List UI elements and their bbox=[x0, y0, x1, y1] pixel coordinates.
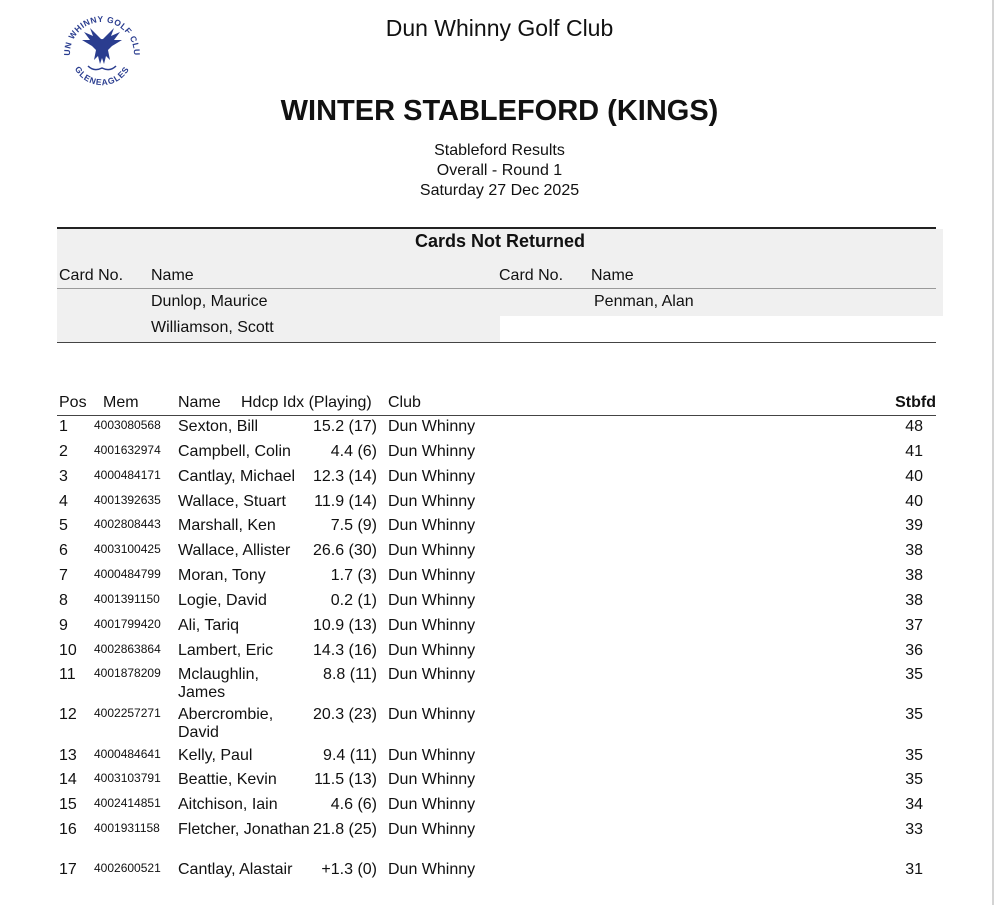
round-label: Overall - Round 1 bbox=[436, 162, 563, 179]
handicap-cell: 15.2 (17) bbox=[312, 418, 377, 435]
player-name-cell: Wallace, Allister bbox=[178, 542, 291, 559]
results-type: Stableford Results bbox=[434, 142, 565, 159]
handicap-cell: 11.5 (13) bbox=[314, 771, 377, 788]
position-cell: 13 bbox=[59, 747, 77, 764]
handicap-cell: 14.3 (16) bbox=[312, 642, 377, 659]
stableford-points-cell: 33 bbox=[905, 821, 923, 838]
stableford-points-cell: 38 bbox=[905, 542, 923, 559]
handicap-cell: 7.5 (9) bbox=[330, 517, 377, 534]
cnr-player: Penman, Alan bbox=[594, 293, 694, 310]
cnr-col-name-left: Name bbox=[151, 267, 194, 284]
position-cell: 9 bbox=[59, 617, 68, 634]
stableford-points-cell: 31 bbox=[905, 861, 923, 878]
player-name-cell: Cantlay, Alastair bbox=[178, 861, 293, 878]
handicap-cell: 21.8 (25) bbox=[312, 821, 377, 838]
page-right-border bbox=[992, 0, 994, 905]
position-cell: 8 bbox=[59, 592, 68, 609]
handicap-cell: +1.3 (0) bbox=[321, 861, 377, 878]
col-club-header: Club bbox=[388, 394, 421, 411]
player-name-cell: Mclaughlin, James bbox=[178, 666, 259, 701]
club-cell: Dun Whinny bbox=[388, 706, 476, 723]
handicap-cell: 20.3 (23) bbox=[312, 706, 377, 723]
member-number-cell: 4003100425 bbox=[94, 542, 161, 556]
cnr-col-name-right: Name bbox=[591, 267, 634, 284]
player-name-cell: Abercrombie, David bbox=[178, 706, 274, 741]
club-cell: Dun Whinny bbox=[388, 418, 476, 435]
stableford-points-cell: 35 bbox=[905, 771, 923, 788]
position-cell: 4 bbox=[59, 493, 68, 510]
position-cell: 2 bbox=[59, 443, 68, 460]
competition-title: WINTER STABLEFORD (KINGS) bbox=[280, 95, 719, 127]
player-name-cell: Cantlay, Michael bbox=[178, 468, 296, 485]
player-name-cell: Campbell, Colin bbox=[178, 443, 291, 460]
stableford-points-cell: 37 bbox=[905, 617, 923, 634]
member-number-cell: 4000484799 bbox=[94, 567, 161, 581]
handicap-cell: 12.3 (14) bbox=[312, 468, 377, 485]
stableford-points-cell: 41 bbox=[905, 443, 923, 460]
position-cell: 5 bbox=[59, 517, 68, 534]
club-name: Dun Whinny Golf Club bbox=[385, 15, 614, 41]
club-cell: Dun Whinny bbox=[388, 592, 476, 609]
member-number-cell: 4002414851 bbox=[94, 796, 161, 810]
member-number-cell: 4001931158 bbox=[94, 821, 160, 835]
player-name-cell: Sexton, Bill bbox=[178, 418, 259, 435]
position-cell: 14 bbox=[59, 771, 77, 788]
club-cell: Dun Whinny bbox=[388, 468, 476, 485]
club-cell: Dun Whinny bbox=[388, 642, 476, 659]
member-number-cell: 4000484641 bbox=[94, 747, 161, 761]
player-name-cell: Moran, Tony bbox=[178, 567, 266, 584]
results-header-rule bbox=[57, 415, 936, 416]
member-number-cell: 4000484171 bbox=[94, 468, 161, 482]
club-cell: Dun Whinny bbox=[388, 666, 476, 683]
member-number-cell: 4001391150 bbox=[94, 592, 160, 606]
player-name-cell: Fletcher, Jonathan bbox=[178, 821, 310, 838]
stableford-points-cell: 35 bbox=[905, 706, 923, 723]
member-number-cell: 4001392635 bbox=[94, 493, 161, 507]
player-name-cell: Beattie, Kevin bbox=[178, 771, 277, 788]
stableford-points-cell: 36 bbox=[905, 642, 923, 659]
position-cell: 7 bbox=[59, 567, 68, 584]
player-name-cell: Aitchison, Iain bbox=[178, 796, 278, 813]
col-name-header: Name bbox=[178, 394, 221, 411]
club-cell: Dun Whinny bbox=[388, 747, 476, 764]
club-cell: Dun Whinny bbox=[388, 567, 476, 584]
player-name-cell: Kelly, Paul bbox=[178, 747, 253, 764]
cnr-bottom-rule bbox=[57, 342, 936, 343]
col-hcp-header: Hdcp Idx (Playing) bbox=[241, 394, 372, 411]
club-cell: Dun Whinny bbox=[388, 821, 476, 838]
club-cell: Dun Whinny bbox=[388, 771, 476, 788]
member-number-cell: 4003080568 bbox=[94, 418, 161, 432]
player-name-cell: Lambert, Eric bbox=[178, 642, 274, 659]
handicap-cell: 8.8 (11) bbox=[323, 666, 377, 683]
position-cell: 17 bbox=[59, 861, 77, 878]
club-cell: Dun Whinny bbox=[388, 617, 476, 634]
stableford-points-cell: 40 bbox=[905, 493, 923, 510]
member-number-cell: 4003103791 bbox=[94, 771, 161, 785]
logo-bottom-text: GLENEAGLES bbox=[72, 64, 132, 88]
stableford-points-cell: 48 bbox=[905, 418, 923, 435]
member-number-cell: 4002600521 bbox=[94, 861, 161, 875]
cnr-col-card-right: Card No. bbox=[499, 267, 564, 284]
member-number-cell: 4002808443 bbox=[94, 517, 161, 531]
club-cell: Dun Whinny bbox=[388, 493, 476, 510]
cnr-title: Cards Not Returned bbox=[414, 231, 585, 251]
club-cell: Dun Whinny bbox=[388, 861, 476, 878]
position-cell: 12 bbox=[59, 706, 77, 723]
handicap-cell: 26.6 (30) bbox=[312, 542, 377, 559]
cnr-top-rule bbox=[57, 227, 936, 229]
club-cell: Dun Whinny bbox=[388, 517, 476, 534]
position-cell: 1 bbox=[59, 418, 68, 435]
stableford-points-cell: 38 bbox=[905, 592, 923, 609]
handicap-cell: 1.7 (3) bbox=[330, 567, 377, 584]
event-date: Saturday 27 Dec 2025 bbox=[419, 182, 580, 199]
handicap-cell: 0.2 (1) bbox=[330, 592, 377, 609]
col-stbfd-header: Stbfd bbox=[895, 394, 936, 411]
stableford-points-cell: 39 bbox=[905, 517, 923, 534]
player-name-cell: Logie, David bbox=[178, 592, 267, 609]
stableford-points-cell: 35 bbox=[905, 747, 923, 764]
col-mem-header: Mem bbox=[103, 394, 139, 411]
cnr-row-band bbox=[57, 316, 500, 342]
handicap-cell: 11.9 (14) bbox=[314, 493, 377, 510]
club-cell: Dun Whinny bbox=[388, 542, 476, 559]
handicap-cell: 10.9 (13) bbox=[312, 617, 377, 634]
stableford-points-cell: 40 bbox=[905, 468, 923, 485]
position-cell: 6 bbox=[59, 542, 68, 559]
stableford-points-cell: 38 bbox=[905, 567, 923, 584]
member-number-cell: 4001632974 bbox=[94, 443, 161, 457]
player-name-cell: Wallace, Stuart bbox=[178, 493, 286, 510]
logo-top-text: UN WHINNY GOLF CLU bbox=[61, 13, 143, 56]
member-number-cell: 4001799420 bbox=[94, 617, 161, 631]
member-number-cell: 4002257271 bbox=[94, 706, 161, 720]
player-name-cell: Marshall, Ken bbox=[178, 517, 276, 534]
stableford-points-cell: 35 bbox=[905, 666, 923, 683]
position-cell: 15 bbox=[59, 796, 77, 813]
position-cell: 16 bbox=[59, 821, 77, 838]
cnr-header-rule bbox=[57, 288, 936, 289]
position-cell: 11 bbox=[59, 666, 76, 683]
handicap-cell: 4.6 (6) bbox=[330, 796, 377, 813]
cnr-empty-cell bbox=[500, 316, 943, 342]
club-cell: Dun Whinny bbox=[388, 796, 476, 813]
stableford-points-cell: 34 bbox=[905, 796, 923, 813]
cnr-player: Williamson, Scott bbox=[151, 319, 274, 336]
club-cell: Dun Whinny bbox=[388, 443, 476, 460]
cnr-player: Dunlop, Maurice bbox=[151, 293, 268, 310]
cnr-col-card-left: Card No. bbox=[59, 267, 124, 284]
position-cell: 3 bbox=[59, 468, 68, 485]
position-cell: 10 bbox=[59, 642, 77, 659]
col-pos-header: Pos bbox=[59, 394, 87, 411]
handicap-cell: 4.4 (6) bbox=[330, 443, 377, 460]
handicap-cell: 9.4 (11) bbox=[323, 747, 377, 764]
player-name-cell: Ali, Tariq bbox=[178, 617, 240, 634]
member-number-cell: 4002863864 bbox=[94, 642, 161, 656]
member-number-cell: 4001878209 bbox=[94, 666, 161, 680]
